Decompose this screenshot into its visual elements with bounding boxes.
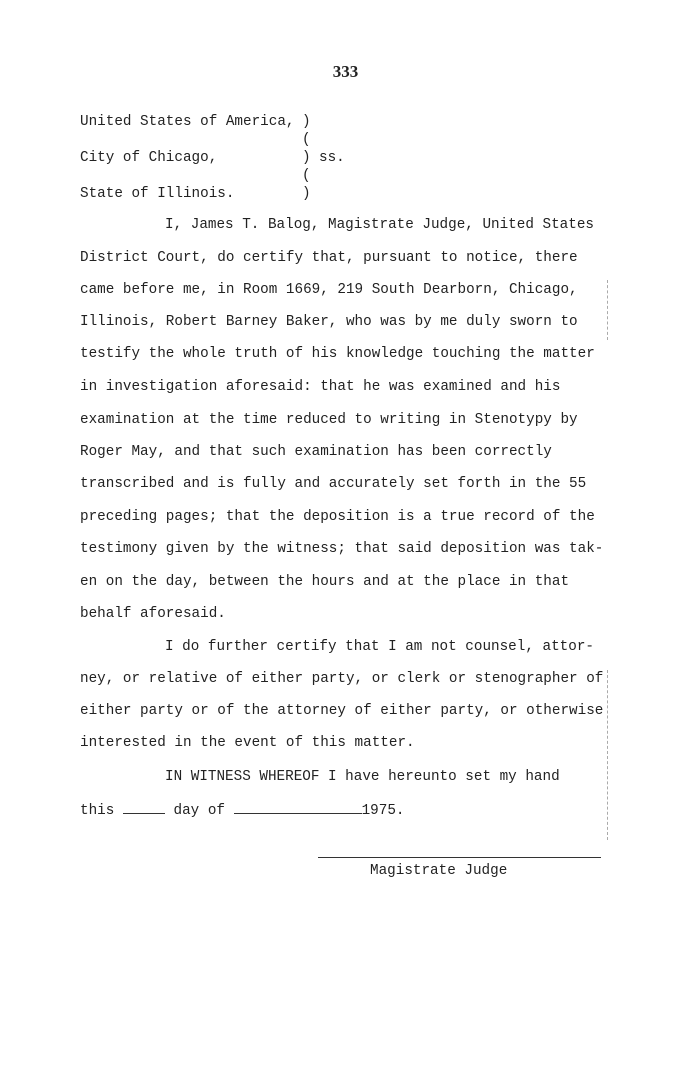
body-line: Illinois, Robert Barney Baker, who was by me duly sworn to xyxy=(80,314,578,330)
bracket: ) xyxy=(302,186,311,202)
date-line xyxy=(80,801,405,817)
caption-line-1: United States of America, xyxy=(80,114,295,130)
body-line: District Court, do certify that, pursuant to notice, there xyxy=(80,250,578,266)
this-label: this xyxy=(80,803,115,819)
body-line: en on the day, between the hours and at the place in that xyxy=(80,574,570,590)
body-line: behalf aforesaid. xyxy=(80,606,226,622)
scan-artifact xyxy=(607,280,608,340)
day-blank xyxy=(123,801,165,814)
body-line: testify the whole truth of his knowledge touching the matter xyxy=(80,346,595,362)
bracket: ) xyxy=(302,150,311,166)
body-line: testimony given by the witness; that said deposition was tak- xyxy=(80,541,604,557)
signature-line xyxy=(318,857,601,858)
bracket: ( xyxy=(302,132,311,148)
body-line: I do further certify that I am not counsel, attor- xyxy=(165,639,594,655)
caption-line-2: City of Chicago, xyxy=(80,150,218,166)
page-number: 333 xyxy=(332,62,359,81)
signature-title: Magistrate Judge xyxy=(370,863,508,879)
body-line: ney, or relative of either party, or clerk or stenographer of xyxy=(80,671,604,687)
scan-artifact xyxy=(607,670,608,840)
body-line: I, James T. Balog, Magistrate Judge, United States xyxy=(165,217,594,233)
body-line: Roger May, and that such examination has been correctly xyxy=(80,444,552,460)
body-line: examination at the time reduced to writing in Stenotypy by xyxy=(80,412,578,428)
body-line: transcribed and is fully and accurately set forth in the 55 xyxy=(80,476,587,492)
day-of-label: day of xyxy=(173,803,225,819)
body-line: in investigation aforesaid: that he was examined and his xyxy=(80,379,561,395)
body-line: came before me, in Room 1669, 219 South Dearborn, Chicago, xyxy=(80,282,578,298)
month-blank xyxy=(234,801,362,814)
ss-label: ss. xyxy=(319,150,345,166)
year: 1975. xyxy=(361,803,405,819)
bracket: ( xyxy=(302,168,311,184)
body-line: interested in the event of this matter. xyxy=(80,735,415,751)
body-line: IN WITNESS WHEREOF I have hereunto set my hand xyxy=(165,769,560,785)
caption-line-3: State of Illinois. xyxy=(80,186,235,202)
body-line: either party or of the attorney of either party, or otherwise xyxy=(80,703,604,719)
bracket: ) xyxy=(302,114,311,130)
body-line: preceding pages; that the deposition is a true record of the xyxy=(80,509,595,525)
